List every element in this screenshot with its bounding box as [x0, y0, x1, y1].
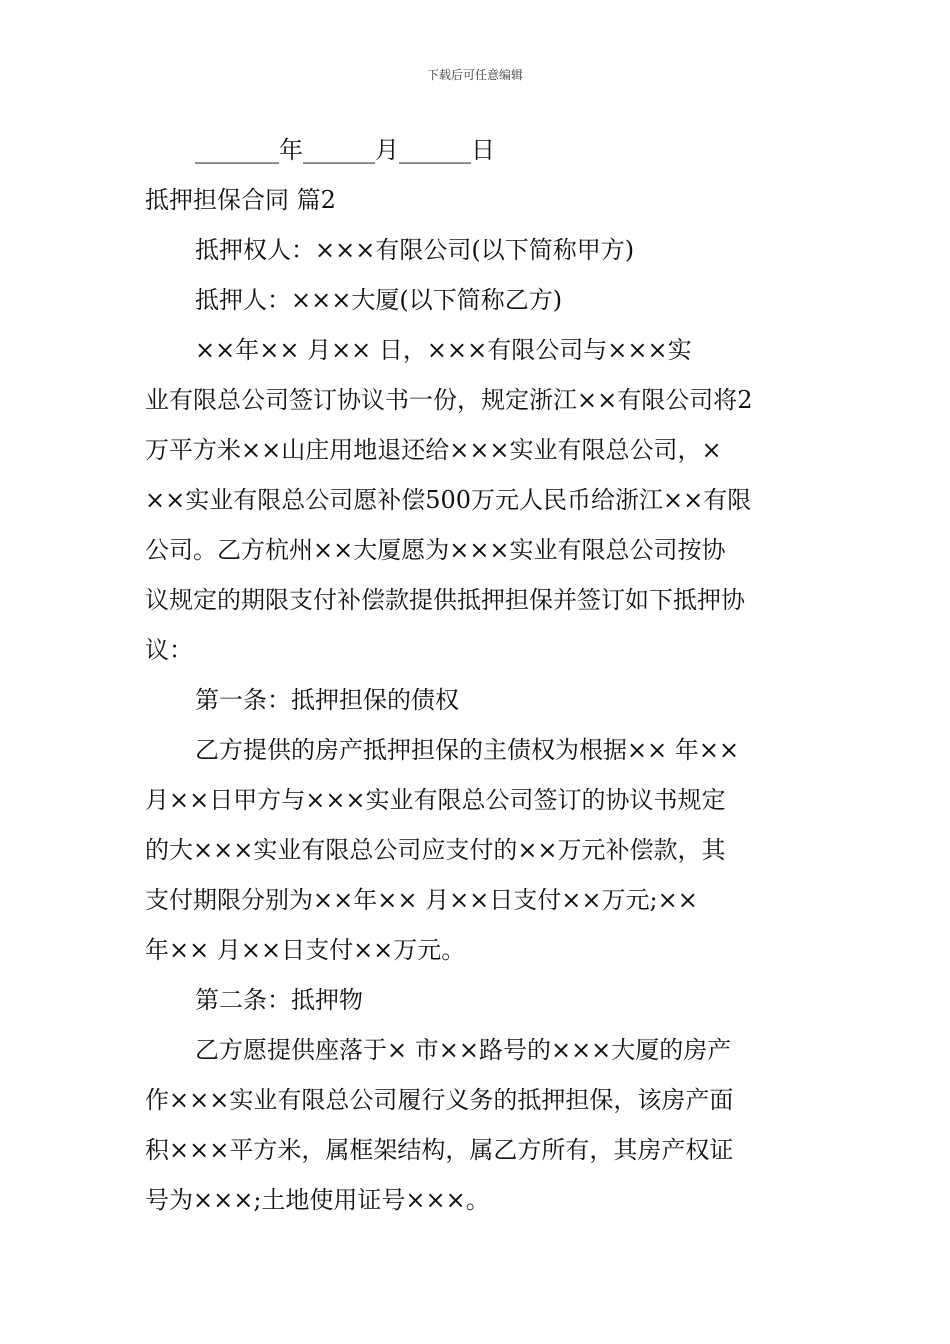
article1-line: 年×× 月××日支付××万元。: [145, 936, 466, 964]
article2-line: 号为×××;土地使用证号×××。: [145, 1186, 490, 1214]
article2-title: 第二条：抵押物: [195, 986, 363, 1014]
intro-line: 公司。乙方杭州××大厦愿为×××实业有限总公司按协: [145, 536, 726, 564]
intro-line: 万平方米××山庄用地退还给×××实业有限总公司，×: [145, 436, 722, 464]
header-note: 下载后可任意编辑: [426, 68, 523, 82]
section-title: 抵押担保合同 篇2: [145, 186, 336, 214]
article1-line: 支付期限分别为××年×× 月××日支付××万元;××: [145, 886, 698, 914]
intro-line: 议规定的期限支付补偿款提供抵押担保并签订如下抵押协: [145, 586, 745, 614]
article2-line: 乙方愿提供座落于× 市××路号的×××大厦的房产: [195, 1036, 732, 1064]
mortgagor-line: 抵押人：×××大厦(以下简称乙方): [195, 286, 563, 314]
article1-line: 乙方提供的房产抵押担保的主债权为根据×× 年××: [195, 736, 740, 764]
article1-title: 第一条：抵押担保的债权: [195, 686, 459, 714]
article2-line: 积×××平方米，属框架结构，属乙方所有，其房产权证: [145, 1136, 734, 1164]
date-line: _______年______月______日: [195, 136, 495, 164]
intro-line: 议：: [145, 636, 193, 664]
article2-line: 作×××实业有限总公司履行义务的抵押担保，该房产面: [145, 1086, 734, 1114]
article1-line: 月××日甲方与×××实业有限总公司签订的协议书规定: [145, 786, 726, 814]
mortgagee-line: 抵押权人：×××有限公司(以下简称甲方): [195, 236, 635, 264]
intro-line: 业有限总公司签订协议书一份，规定浙江××有限公司将2: [145, 386, 753, 414]
intro-line: ××实业有限总公司愿补偿500万元人民币给浙江××有限: [145, 486, 752, 514]
intro-line: ××年×× 月×× 日，×××有限公司与×××实: [195, 336, 692, 364]
article1-line: 的大×××实业有限总公司应支付的××万元补偿款，其: [145, 836, 726, 864]
